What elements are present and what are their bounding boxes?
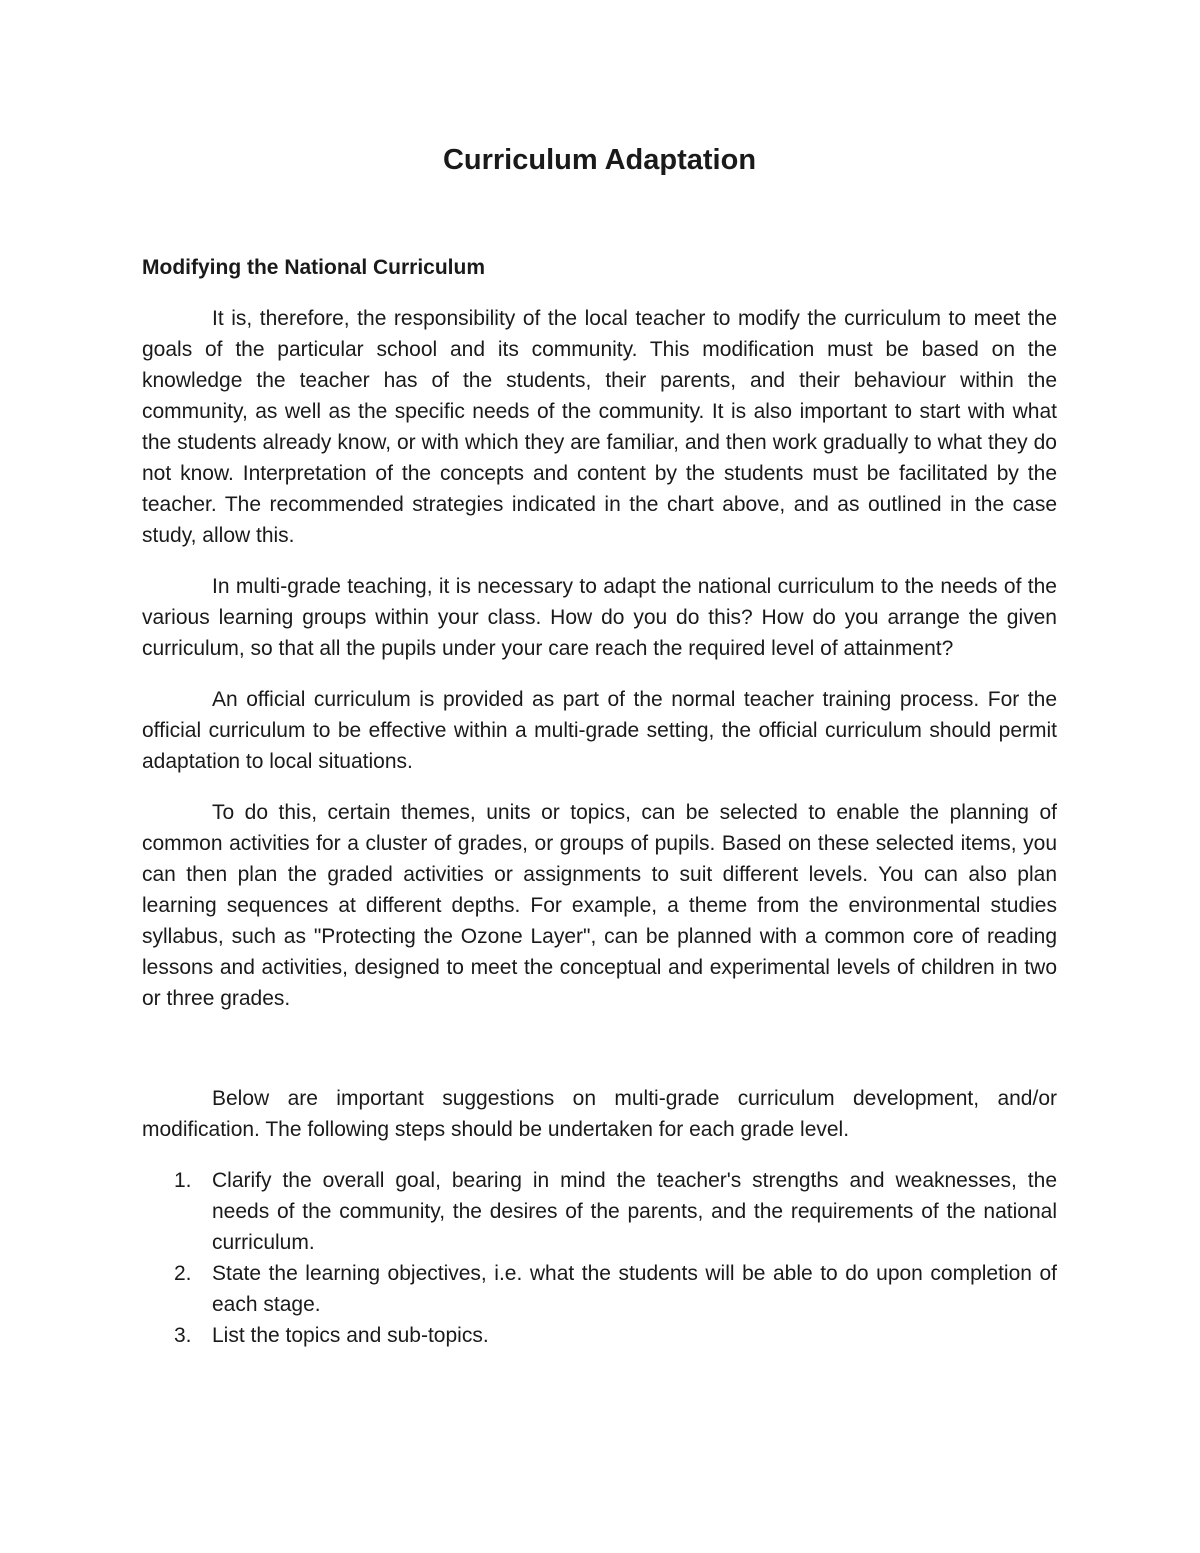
document-title: Curriculum Adaptation bbox=[442, 144, 757, 176]
list-item-text: Clarify the overall goal, bearing in mind the teacher's strengths and weaknesses, the needs of the community, the desires of the parents, and the requirements of the national curriculum. bbox=[212, 1169, 1057, 1254]
list-item-text: List the topics and sub-topics. bbox=[212, 1324, 489, 1347]
list-item-number: 3. bbox=[174, 1324, 192, 1347]
list-item-number: 1. bbox=[174, 1169, 192, 1192]
section-heading: Modifying the National Curriculum bbox=[142, 256, 486, 279]
list-item bbox=[142, 1258, 1057, 1320]
list-item-text: State the learning objectives, i.e. what the students will be able to do upon completion of each stage. bbox=[212, 1262, 1057, 1316]
steps-list bbox=[142, 1165, 1057, 1351]
list-item-number: 2. bbox=[174, 1262, 192, 1285]
paragraph-suggestions-intro: Below are important suggestions on multi-grade curriculum development, and/or modification. The following steps should be undertaken for each grade level. bbox=[142, 1087, 1057, 1141]
list-item bbox=[142, 1320, 1057, 1351]
paragraph-official-curriculum: An official curriculum is provided as part of the normal teacher training process. For the official curriculum to be effective within a multi-grade setting, the official curriculum should permit adaptation to local situations. bbox=[142, 688, 1057, 773]
list-item bbox=[142, 1165, 1057, 1258]
document-body bbox=[142, 303, 1057, 1351]
paragraph-responsibility: It is, therefore, the responsibility of the local teacher to modify the curriculum to meet the goals of the particular school and its community. This modification must be based on the knowledge the teacher has of the students, their parents, and their behaviour within the community, as well as the specific needs of the community. It is also important to start with what the students already know, or with which they are familiar, and then work gradually to what they do not know. Interpretation of the concepts and content by the students must be facilitated by the teacher. The recommended strategies indicated in the chart above, and as outlined in the case study, allow this. bbox=[142, 307, 1057, 547]
paragraph-themes: To do this, certain themes, units or topics, can be selected to enable the planning of common activities for a cluster of grades, or groups of pupils. Based on these selected items, you can then plan the graded activities or assignments to suit different levels. You can also plan learning sequences at different depths. For example, a theme from the environmental studies syllabus, such as "Protecting the Ozone Layer", can be planned with a common core of reading lessons and activities, designed to meet the conceptual and experimental levels of children in two or three grades. bbox=[142, 801, 1057, 1010]
paragraph-multigrade: In multi-grade teaching, it is necessary to adapt the national curriculum to the needs of the various learning groups within your class. How do you do this? How do you arrange the given curriculum, so that all the pupils under your care reach the required level of attainment? bbox=[142, 575, 1057, 660]
